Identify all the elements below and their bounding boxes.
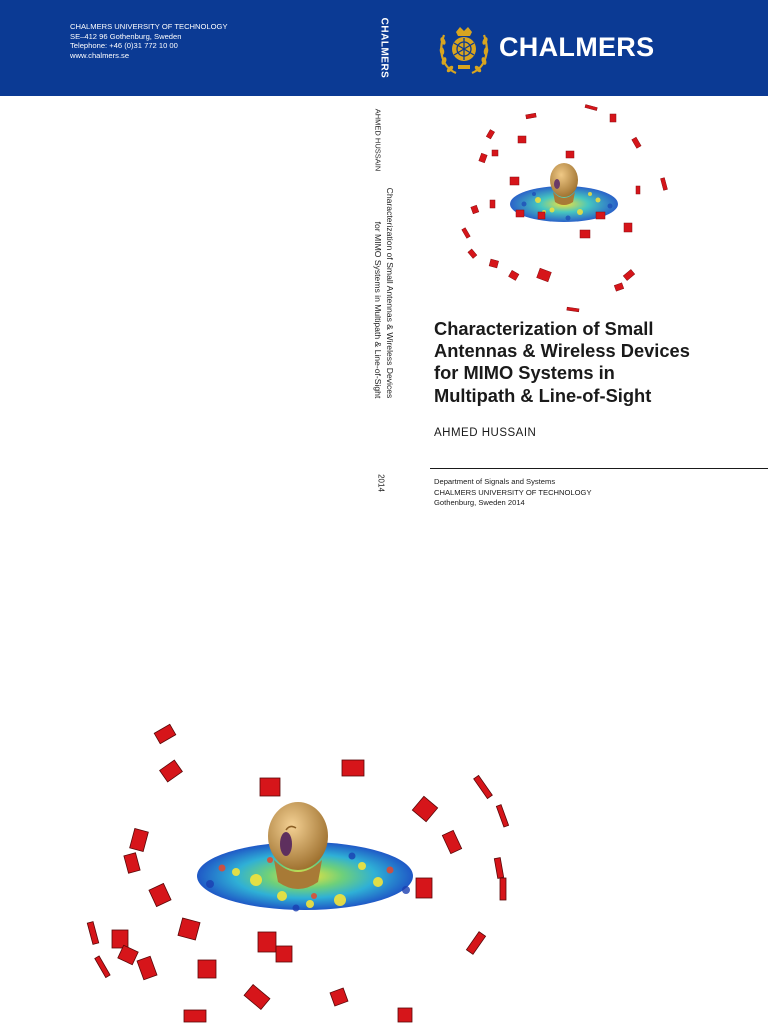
spine-title-line-2: for MIMO Systems in Multipath & Line-of-Sight <box>373 221 383 399</box>
divider-rule <box>430 468 768 469</box>
place-year-line: Gothenburg, Sweden 2014 <box>434 498 525 508</box>
contact-line-university: CHALMERS UNIVERSITY OF TECHNOLOGY <box>70 22 228 31</box>
spine-year: 2014 <box>376 474 386 492</box>
contact-line-website: www.chalmers.se <box>70 50 130 60</box>
university-line: CHALMERS UNIVERSITY OF TECHNOLOGY <box>434 487 592 497</box>
spine-title-line-1: Characterization of Small Antennas & Wireless Devices <box>385 187 395 399</box>
department-block <box>434 477 592 509</box>
chalmers-crest-icon <box>434 21 494 79</box>
contact-line-telephone: Telephone: +46 (0)31 772 10 00 <box>70 41 178 51</box>
cover-illustration-large <box>60 720 530 1024</box>
cover-title-line-2: Antennas & Wireless Devices <box>434 340 690 362</box>
cover-author: AHMED HUSSAIN <box>434 427 537 439</box>
phantom-head-large <box>268 802 328 889</box>
header-band <box>0 0 768 96</box>
cover-title-line-1: Characterization of Small <box>434 318 654 339</box>
cover-title-line-3: for MIMO Systems in <box>434 362 615 384</box>
spine-brand-name: CHALMERS <box>378 17 390 79</box>
cover-title <box>434 318 754 407</box>
cover-illustration-small <box>440 100 680 315</box>
contact-block <box>70 22 228 60</box>
spine-author: AHMED HUSSAIN <box>373 108 383 172</box>
cover-title-line-4: Multipath & Line-of-Sight <box>434 384 652 406</box>
brand-name: CHALMERS <box>499 32 655 62</box>
contact-line-address: SE–412 96 Gothenburg, Sweden <box>70 31 182 41</box>
department-line: Department of Signals and Systems <box>434 477 556 486</box>
